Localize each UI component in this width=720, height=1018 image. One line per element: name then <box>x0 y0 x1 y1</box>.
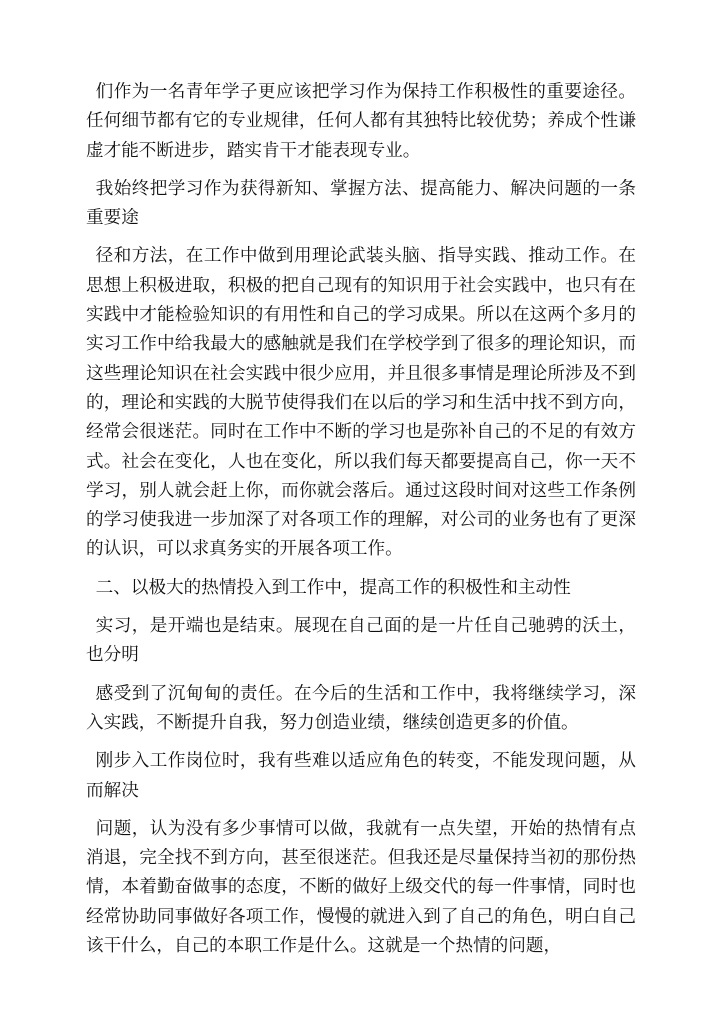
paragraph-theory-and-practice: 径和方法，在工作中做到用理论武装头脑、指导实践、推动工作。在思想上积极进取，积极的把自己现有的知识用于社会实践中，也只有在实践中才能检验知识的有用性和自己的学习成果。所以在这两个多月的实习工作中给我最大的感触就是我们在学校学到了很多的理论知识，而这些理论知识在社会实践中很少应用，并且很多事情是理论所涉及不到的，理论和实践的大脱节使得我们在以后的学习和生活中找不到方向，经常会很迷茫。同时在工作中不断的学习也是弥补自己的不足的有效方式。社会在变化，人也在变化，所以我们每天都要提高自己，你一天不学习，别人就会赶上你，而你就会落后。通过这段时间对这些工作条例的学习使我进一步加深了对各项工作的理解，对公司的业务也有了更深的认识，可以求真务实的开展各项工作。 <box>86 246 636 560</box>
section-heading-enthusiasm: 二、以极大的热情投入到工作中，提高工作的积极性和主动性 <box>95 577 571 598</box>
document-body <box>86 78 636 970</box>
paragraph-learning-approach: 我始终把学习作为获得新知、掌握方法、提高能力、解决问题的一条重要途 <box>86 178 636 229</box>
paragraph-new-position: 刚步入工作岗位时，我有些难以适应角色的转变，不能发现问题，从而解决 <box>86 751 636 801</box>
paragraph-internship-start: 实习，是开端也是结束。展现在自己面的是一片任自己驰骋的沃土，也分明 <box>86 616 636 666</box>
paragraph-study-as-path: 们作为一名青年学子更应该把学习作为保持工作积极性的重要途径。任何细节都有它的专业规律，任何人都有其独特比较优势；养成个性谦虚才能不断进步，踏实肯干才能表现专业。 <box>86 82 636 161</box>
paragraph-responsibility: 感受到了沉甸甸的责任。在今后的生活和工作中，我将继续学习，深入实践，不断提升自我，努力创造业绩，继续创造更多的价值。 <box>86 683 636 733</box>
paragraph-keep-enthusiasm: 问题，认为没有多少事情可以做，我就有一点失望，开始的热情有点消退，完全找不到方向，甚至很迷茫。但我还是尽量保持当初的那份热情，本着勤奋做事的态度，不断的做好上级交代的每一件事情，同时也经常协助同事做好各项工作，慢慢的就进入到了自己的角色，明白自己该干什么，自己的本职工作是什么。这就是一个热情的问题， <box>86 818 636 957</box>
